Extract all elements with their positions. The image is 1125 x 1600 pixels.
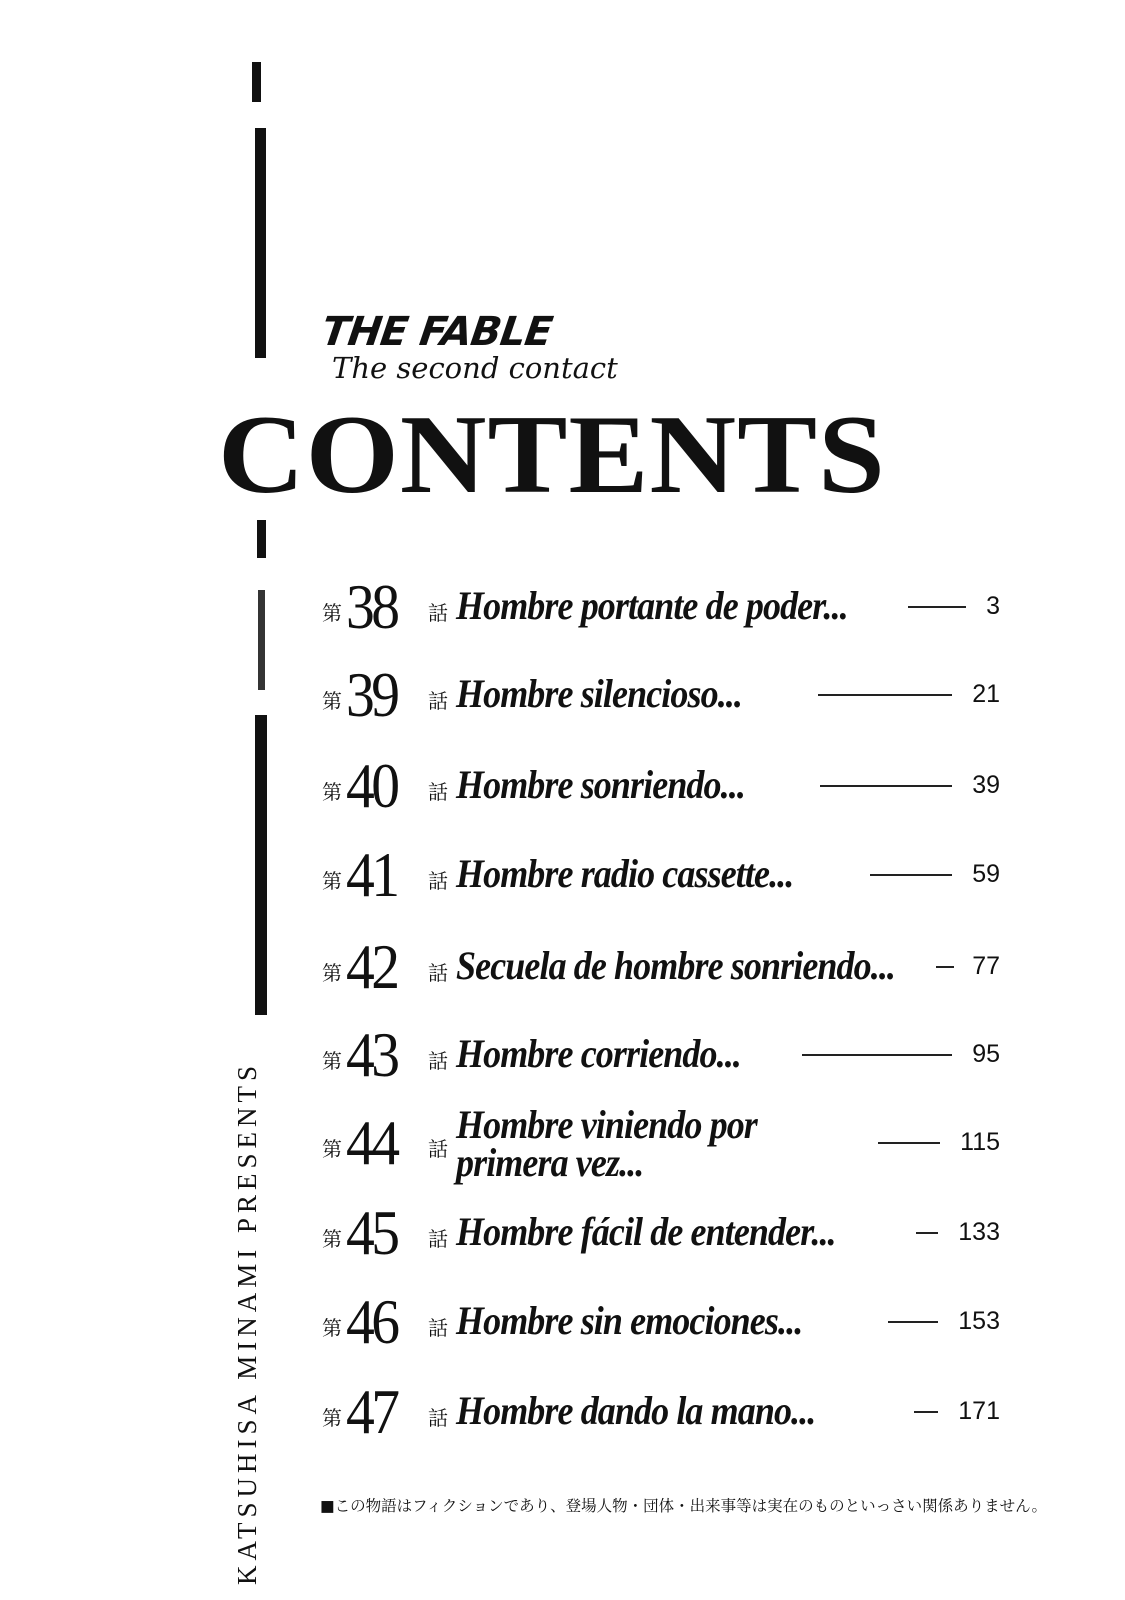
chapter-title: Hombre sin emociones...	[456, 1298, 803, 1343]
chapter-prefix: 第	[322, 1316, 342, 1340]
page-number: 95	[972, 1040, 1000, 1068]
chapter-number: 46	[346, 1286, 397, 1357]
chapter-title: Hombre sonriendo...	[456, 762, 745, 807]
dot-leader	[914, 1411, 938, 1413]
toc-entry[interactable]	[322, 659, 1012, 752]
chapter-number: 45	[346, 1197, 397, 1268]
toc-entry[interactable]	[322, 1286, 1012, 1379]
page-number: 3	[986, 592, 1000, 620]
chapter-title: Hombre silencioso...	[456, 671, 743, 716]
chapter-title: Hombre portante de poder...	[456, 583, 848, 628]
chapter-number: 40	[346, 750, 397, 821]
chapter-number: 39	[346, 659, 397, 730]
toc-entry[interactable]	[322, 1376, 1012, 1469]
chapter-prefix: 第	[322, 780, 342, 804]
chapter-number: 47	[346, 1376, 397, 1447]
dot-leader	[802, 1054, 952, 1056]
chapter-suffix: 話	[428, 1227, 448, 1251]
chapter-title	[456, 1102, 757, 1185]
toc-entry[interactable]	[322, 1102, 1012, 1200]
toc-entry[interactable]	[322, 931, 1012, 1024]
chapter-suffix: 話	[428, 1137, 448, 1161]
chapter-title: Secuela de hombre sonriendo...	[456, 943, 896, 988]
chapter-suffix: 話	[428, 689, 448, 713]
chapter-suffix: 話	[428, 780, 448, 804]
chapter-suffix: 話	[428, 869, 448, 893]
page-number: 39	[972, 771, 1000, 799]
author-credit: KATSUHISA MINAMI PRESENTS	[232, 1060, 262, 1585]
dot-leader	[870, 874, 952, 876]
chapter-prefix: 第	[322, 1137, 342, 1161]
toc-entry[interactable]	[322, 839, 1012, 932]
chapter-title: Hombre fácil de entender...	[456, 1209, 836, 1254]
page-number: 153	[958, 1307, 1000, 1335]
chapter-title-line-2: primera vez...	[456, 1140, 644, 1185]
series-logo-title: THE FABLE	[318, 309, 555, 355]
chapter-prefix: 第	[322, 961, 342, 985]
chapter-number: 41	[346, 839, 397, 910]
chapter-suffix: 話	[428, 1406, 448, 1430]
contents-heading: CONTENTS	[218, 393, 886, 517]
fiction-disclaimer: ■この物語はフィクションであり、登場人物・団体・出来事等は実在のものといっさい関係ありません。	[320, 1497, 1048, 1515]
toc-entry[interactable]	[322, 571, 1012, 664]
chapter-prefix: 第	[322, 1406, 342, 1430]
dot-leader	[916, 1232, 938, 1234]
page-number: 77	[972, 952, 1000, 980]
chapter-suffix: 話	[428, 1316, 448, 1340]
page-number: 21	[972, 680, 1000, 708]
chapter-number: 42	[346, 931, 397, 1002]
toc-entry[interactable]	[322, 1019, 1012, 1112]
chapter-title: Hombre corriendo...	[456, 1031, 741, 1076]
page-number: 115	[960, 1128, 1000, 1156]
toc-entry[interactable]	[322, 1197, 1012, 1290]
series-logo-subtitle: The second contact	[332, 351, 618, 385]
page-number: 133	[958, 1218, 1000, 1246]
dot-leader	[908, 606, 966, 608]
chapter-prefix: 第	[322, 1227, 342, 1251]
chapter-number: 44	[346, 1107, 397, 1178]
chapter-prefix: 第	[322, 601, 342, 625]
chapter-suffix: 話	[428, 961, 448, 985]
chapter-number: 38	[346, 571, 397, 642]
chapter-prefix: 第	[322, 1049, 342, 1073]
dot-leader	[818, 694, 952, 696]
dot-leader	[936, 966, 954, 968]
page-number: 59	[972, 860, 1000, 888]
page-number: 171	[958, 1397, 1000, 1425]
dot-leader	[888, 1321, 938, 1323]
chapter-prefix: 第	[322, 689, 342, 713]
chapter-suffix: 話	[428, 1049, 448, 1073]
dot-leader	[820, 785, 952, 787]
chapter-suffix: 話	[428, 601, 448, 625]
chapter-title: Hombre radio cassette...	[456, 851, 794, 896]
toc-entry[interactable]	[322, 750, 1012, 843]
chapter-title-line-1: Hombre viniendo por	[456, 1102, 757, 1147]
chapter-number: 43	[346, 1019, 397, 1090]
chapter-title: Hombre dando la mano...	[456, 1388, 816, 1433]
dot-leader	[878, 1142, 940, 1144]
chapter-prefix: 第	[322, 869, 342, 893]
